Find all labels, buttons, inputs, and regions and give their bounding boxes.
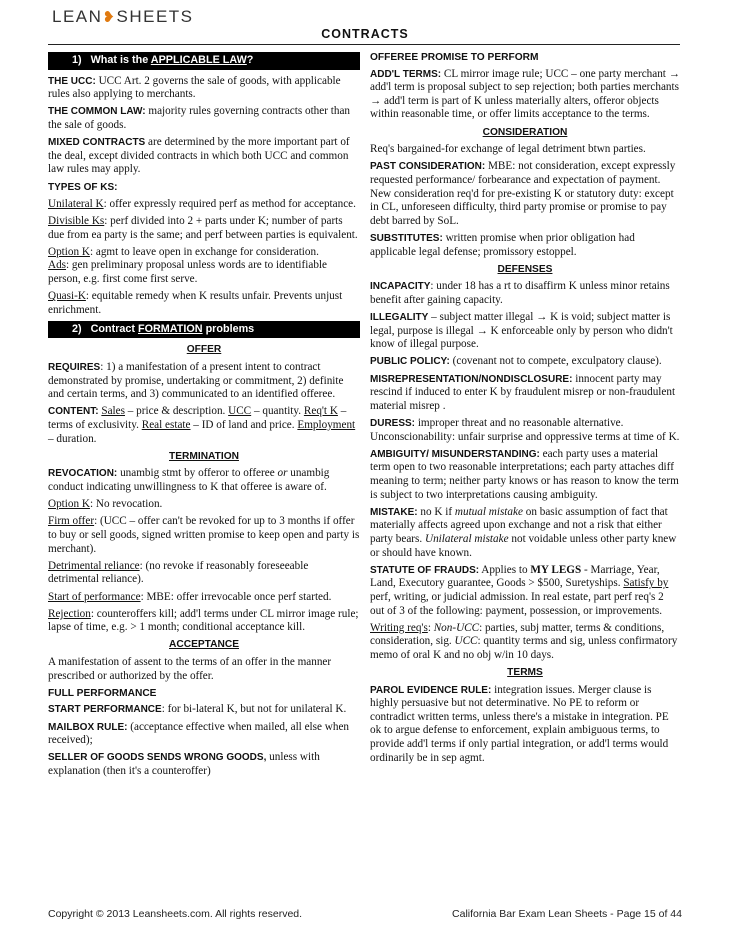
term-text: (covenant not to compete, exculpatory clause). — [449, 355, 662, 368]
heading-termination: TERMINATION — [169, 450, 239, 462]
para-option-k — [48, 246, 360, 260]
term-label: MISREPRESENTATION/NONDISCLOSURE: — [370, 373, 573, 385]
para-consideration: Req's bargained-for exchange of legal detriment btwn parties. — [370, 143, 646, 156]
term-text: : — [427, 621, 434, 634]
term-text: - Marriage, Year, Land, Executory guarantee, Goods > $500, Suretyships. — [370, 563, 660, 590]
term-text: – price & description. — [124, 405, 229, 418]
para-start-perf-rule — [48, 703, 360, 717]
term-text: – quantity. — [251, 405, 304, 418]
heading-defenses: DEFENSES — [497, 263, 553, 275]
section-title-post: problems — [202, 322, 255, 335]
section-number: 2) — [72, 322, 82, 335]
term-label: TYPES OF KS: — [48, 181, 118, 193]
term-label: MAILBOX RULE: — [48, 721, 128, 733]
para-requires — [48, 361, 360, 402]
term-text: : MBE: offer irrevocable once perf started. — [140, 590, 332, 603]
term-label: SELLER OF GOODS SENDS WRONG GOODS, — [48, 752, 267, 764]
term-text: – subject matter illegal → K is void; subject matter is legal, purpose is illegal → K enforceable only by person who didn't know of illegal purpose. — [370, 311, 673, 351]
term-text: CL mirror image rule; UCC – one party merchant → add'l term is proposal subject to sep rejection; both parties merchants → add'l term is part of K unless materially alters, offeror objects within reasonable time, or offer limits acceptance to the terms. — [370, 67, 680, 121]
heading-consideration: CONSIDERATION — [482, 126, 568, 138]
term-underlined: Req't K — [303, 405, 338, 418]
term-underlined: Option K — [48, 245, 90, 258]
logo-text-left: LEAN — [52, 7, 103, 26]
term-text: not voidable unless other party knew or should have known. — [370, 532, 677, 559]
right-column — [370, 50, 680, 769]
term-italic: or — [277, 467, 288, 480]
para-misrepresentation — [370, 373, 680, 414]
term-underlined: Rejection — [48, 607, 91, 620]
term-label: REVOCATION: — [48, 468, 118, 480]
term-text: (acceptance effective when mailed, all else when received); — [48, 720, 350, 747]
term-italic: Non-UCC — [433, 621, 480, 634]
term-text: improper threat and no reasonable alternative. — [415, 417, 624, 429]
term-text: UCC Art. 2 governs the sale of goods, with applicable rules also applying to merchants. — [48, 74, 341, 101]
footer-copyright: Copyright © 2013 Leansheets.com. All rights reserved. — [48, 908, 303, 920]
para-common-law — [48, 105, 360, 132]
heading-offeree-promise: OFFEREE PROMISE TO PERFORM — [370, 52, 539, 63]
term-label: STATUTE OF FRAUDS: — [370, 564, 480, 576]
section-number: 1) — [72, 54, 82, 66]
term-label: SUBSTITUTES: — [370, 232, 443, 244]
para-mixed — [48, 136, 360, 177]
para-wrong-goods — [48, 751, 360, 778]
term-text: perf, writing, or judicial admission. In real estate, part perf req's 2 out of 3 of the following: payment, possession, or improvements. — [370, 590, 664, 617]
term-text: : equitable remedy when K results unfair. Prevents unjust enrichment. — [48, 290, 343, 316]
term-text: : (UCC – offer can't be revoked for up to 3 months if offer to buy or sell goods, signed written promise to keep open and party is merchant). — [48, 515, 360, 555]
para-addl-terms — [370, 68, 680, 122]
term-label: START PERFORMANCE — [48, 704, 162, 716]
term-underlined: Divisible Ks — [48, 214, 105, 227]
term-text: MBE: not consideration, except expressly requested performance/ forbearance and expectation of payment. New consideration req'd for pre-existing K or statutory duty: except in CL, unforeseen difficulty, third party promise or promise to pay debt barred by SoL. — [370, 160, 676, 227]
heading-full-performance: FULL PERFORMANCE — [48, 687, 157, 699]
left-column — [48, 50, 360, 782]
term-underlined: Detrimental reliance — [48, 559, 140, 572]
term-italic: Unilateral mistake — [424, 532, 509, 545]
para-acceptance: A manifestation of assent to the terms of an offer in the manner prescribed or authorized by the offer. — [48, 656, 332, 682]
section-bar-formation — [48, 321, 360, 339]
leansheets-logo — [52, 7, 194, 26]
footer-page-number: California Bar Exam Lean Sheets - Page 15 of 44 — [452, 908, 682, 920]
para-mistake — [370, 506, 680, 560]
term-label: ADD'L TERMS: — [370, 68, 442, 80]
title-divider — [48, 44, 680, 45]
term-underlined: Writing req's — [370, 621, 428, 634]
term-text: : 1) a manifestation of a present intent to contract demonstrated by promise, undertaking or commitment, 2) definite and certain terms, and 3) communicated to an identified offeree. — [48, 361, 344, 401]
term-label: THE COMMON LAW: — [48, 106, 146, 118]
term-text: each party uses a material term open to two reasonable interpretations; each party attaches diff meaning to term; neither party knows or has reason to know the term is subject to two interpretations causing ambiguity. — [370, 447, 679, 501]
para-option-k-2 — [48, 498, 360, 512]
para-ads — [48, 259, 360, 286]
term-bold: MY LEGS — [530, 563, 582, 576]
term-text: : agmt to leave open in exchange for consideration. — [89, 245, 319, 258]
term-underlined: Firm offer — [48, 515, 95, 528]
section-title-keyword: APPLICABLE LAW — [150, 54, 247, 66]
term-underlined: Option K — [48, 498, 90, 511]
term-underlined: Unilateral K — [48, 197, 104, 210]
term-underlined: Ads — [48, 259, 67, 272]
term-label: PUBLIC POLICY: — [370, 356, 450, 368]
term-text: – terms of exclusivity. — [48, 405, 347, 431]
term-label: THE UCC: — [48, 75, 96, 87]
term-text: – duration. — [48, 432, 97, 445]
term-text: : offer expressly required perf as method for acceptance. — [103, 197, 356, 210]
term-label: PAROL EVIDENCE RULE: — [370, 684, 492, 696]
section-title-post: ? — [246, 54, 254, 66]
para-quasi-k — [48, 290, 360, 317]
term-text: : No revocation. — [89, 498, 163, 511]
para-unilateral — [48, 198, 360, 212]
para-ambiguity — [370, 448, 680, 502]
term-label: AMBIGUITY/ MISUNDERSTANDING: — [370, 448, 540, 460]
para-substitutes — [370, 232, 680, 259]
term-underlined: Start of performance — [48, 590, 141, 603]
term-text: – ID of land and price. — [190, 419, 298, 431]
term-text: : parties, subj matter, terms & conditions, consideration, sig. — [370, 621, 665, 648]
term-text: unless with explanation (then it's a counteroffer) — [48, 751, 320, 777]
term-underlined: Satisfy by — [623, 577, 669, 590]
flame-icon: ❥ — [102, 9, 117, 26]
term-label: ILLEGALITY — [370, 312, 429, 324]
para-unconscionability: Unconscionability: unfair surprise and oppressive terms at time of K. — [370, 430, 680, 443]
term-label: CONTENT: — [48, 406, 99, 418]
heading-acceptance: ACCEPTANCE — [169, 639, 239, 651]
para-ucc — [48, 75, 360, 102]
term-underlined: Employment — [297, 419, 356, 431]
section-title-pre: What is the — [90, 54, 151, 66]
term-text: : under 18 has a rt to disaffirm K unless minor retains benefit after gaining capacity. — [370, 280, 670, 306]
term-text: Applies to — [479, 563, 531, 576]
term-text: : perf divided into 2 + parts under K; number of parts due from ea party is the same; and perf between parties is equivalent. — [48, 214, 358, 241]
term-text: unambig stmt by offeror to offeree — [117, 467, 278, 480]
term-text: written promise when prior obligation had applicable legal defense; promissory estoppel. — [370, 231, 635, 258]
term-underlined: Quasi-K — [48, 290, 86, 303]
term-text: : counteroffers kill; add'l terms under CL mirror image rule; lapse of time, e.g. > 1 month; conditional acceptance kill. — [48, 607, 359, 634]
page-title: CONTRACTS — [321, 27, 409, 41]
para-firm-offer — [48, 515, 360, 556]
term-text: : gen preliminary proposal unless words are to identifiable person, e.g. first come first serve. — [48, 259, 328, 285]
para-parol-evidence — [370, 684, 680, 766]
term-text: innocent party may rescind if induced to enter K by fraudulent misrep or non-fraudulent material misrep . — [370, 372, 676, 412]
section-title-keyword: FORMATION — [138, 322, 203, 335]
logo-text-right: SHEETS — [116, 7, 194, 26]
term-text: on basic assumption of fact that materially affects agreed upon exchange and not a risk that either party bears. — [370, 505, 668, 545]
para-rejection — [48, 608, 360, 635]
term-text: are determined by the more important part of the deal, except divided contracts in which both UCC and common law rules may apply. — [48, 136, 350, 176]
term-italic: mutual mistake — [454, 505, 523, 518]
para-past-consideration — [370, 160, 680, 228]
para-writing-reqs — [370, 622, 680, 663]
para-types — [48, 181, 360, 195]
para-incapacity — [370, 280, 680, 307]
term-underlined: Sales — [101, 405, 125, 418]
term-text: no K if — [417, 505, 455, 518]
para-start-performance — [48, 591, 360, 605]
para-divisible — [48, 215, 360, 242]
term-text: : quantity terms and sig, unless confirmatory memo of oral K and no obj w/in 10 days. — [370, 635, 678, 661]
term-underlined: UCC — [228, 405, 252, 418]
term-label: DURESS: — [370, 418, 416, 429]
para-revocation — [48, 467, 360, 494]
term-label: PAST CONSIDERATION: — [370, 161, 486, 173]
para-statute-of-frauds — [370, 564, 680, 618]
section-title-pre: Contract — [90, 322, 138, 335]
section-bar-applicable-law — [48, 52, 360, 70]
para-public-policy — [370, 355, 680, 369]
term-text: majority rules governing contracts other than the sale of goods. — [48, 105, 351, 131]
heading-offer: OFFER — [186, 344, 222, 356]
para-illegality — [370, 311, 680, 352]
term-label: INCAPACITY — [370, 281, 431, 293]
para-detrimental-reliance — [48, 560, 360, 587]
term-text: unambig conduct indicating unwillingness to K that offeree is aware of. — [48, 467, 330, 493]
heading-terms: TERMS — [507, 667, 543, 679]
term-text: : for bi-lateral K, but not for unilateral K. — [161, 703, 347, 716]
term-label: REQUIRES — [48, 362, 101, 374]
term-label: MIXED CONTRACTS — [48, 137, 146, 149]
para-duress — [370, 417, 680, 431]
term-text: : (no revoke if reasonably foreseeable detrimental reliance). — [48, 559, 309, 586]
term-italic: UCC — [454, 635, 478, 648]
term-label: MISTAKE: — [370, 506, 418, 518]
term-text: integration issues. Merger clause is highly persuasive but not determinative. No PE to reform or contradict written terms, unless there's a mistake in integration. PE ok to argue defense to enforcement, explain ambiguous terms, to provide add'l terms if only partial integration, or add'l terms would ordinarily be in sep agmt. — [370, 683, 669, 764]
para-mailbox — [48, 721, 360, 748]
para-content — [48, 405, 360, 446]
term-underlined: Real estate — [141, 419, 191, 431]
